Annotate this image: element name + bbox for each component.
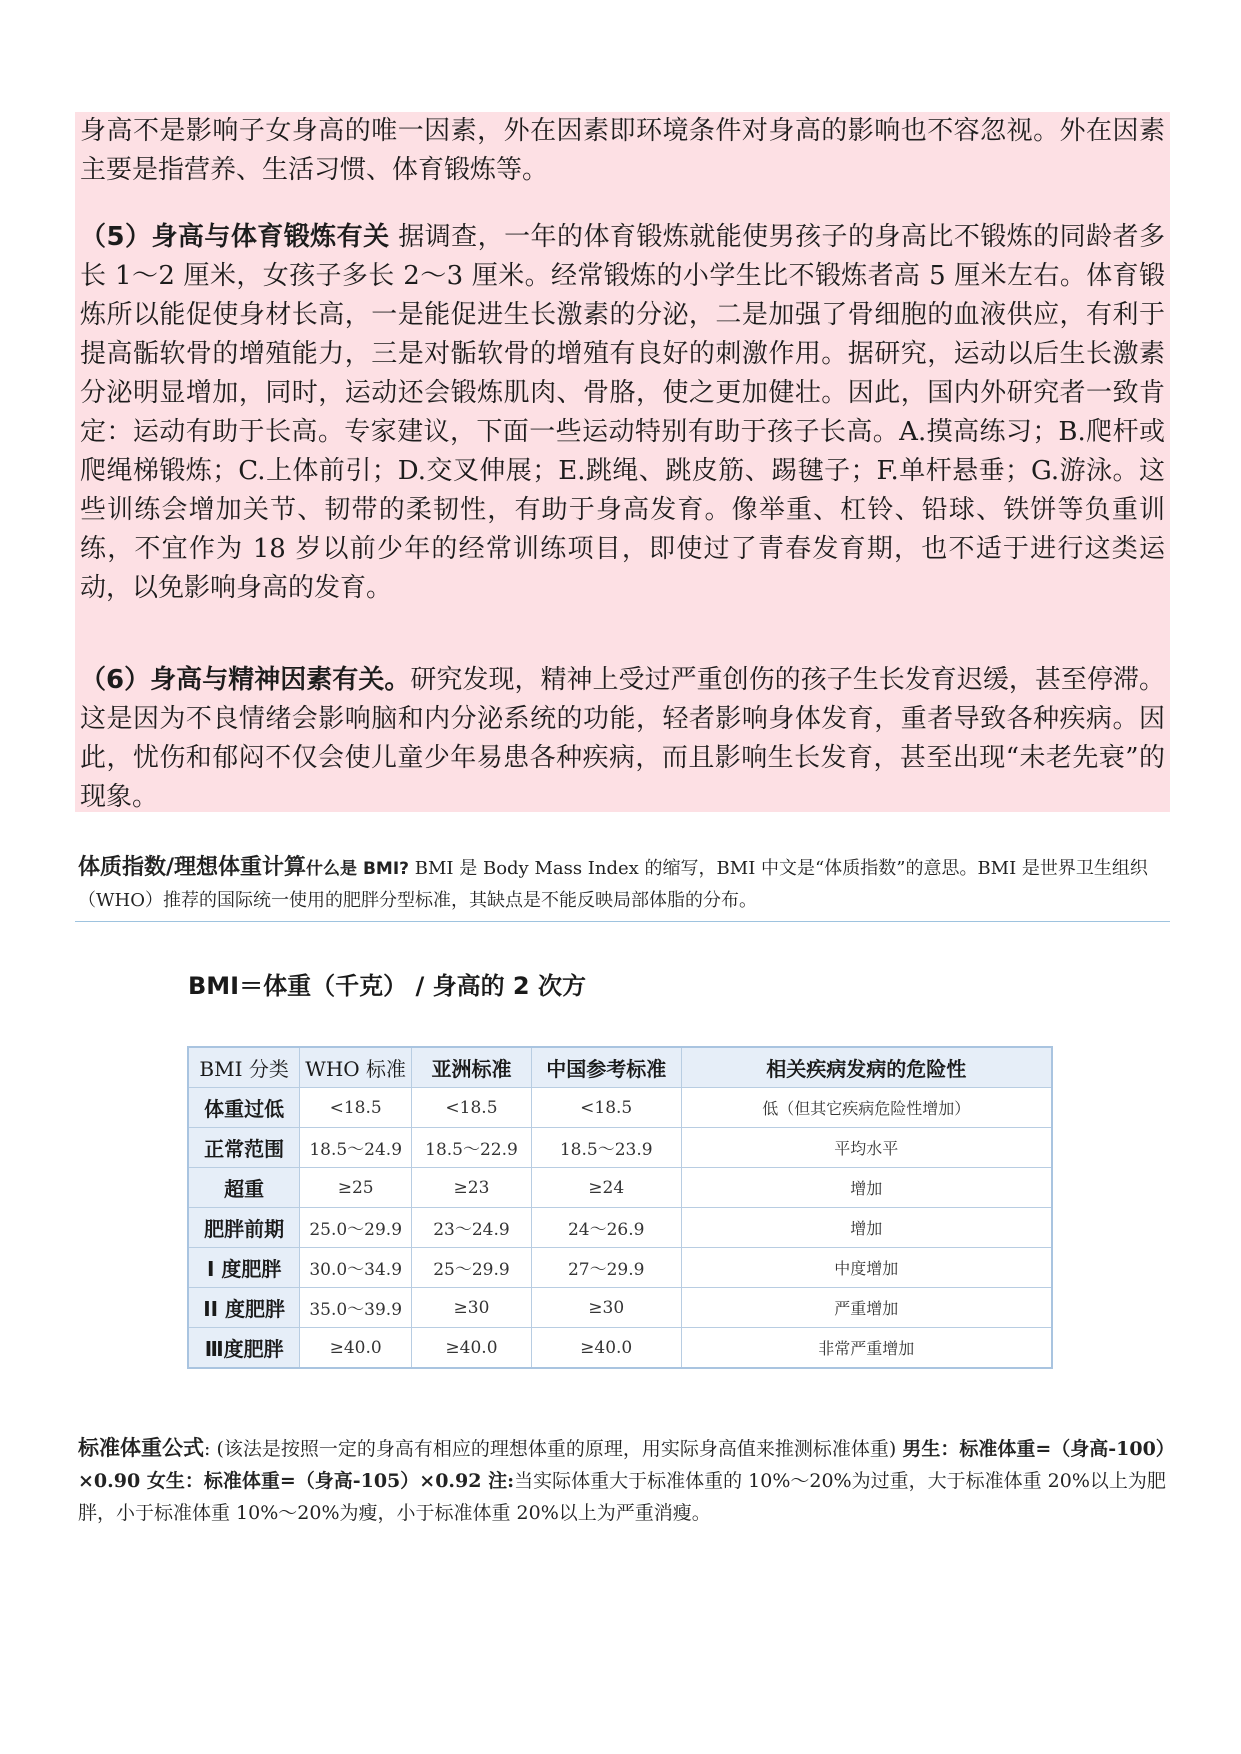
table-cell: ≥25 xyxy=(300,1168,412,1208)
standard-weight-paragraph xyxy=(78,1432,1168,1529)
table-row-label: 正常范围 xyxy=(188,1128,300,1168)
table-row xyxy=(188,1248,1052,1288)
section-6-paragraph xyxy=(80,661,1165,817)
table-header-cell: 中国参考标准 xyxy=(531,1047,681,1088)
table-cell: ≥40.0 xyxy=(531,1328,681,1369)
bmi-table xyxy=(187,1046,1053,1369)
intro-text: 身高不是影响子女身高的唯一因素，外在因素即环境条件对身高的影响也不容忽视。外在因素主要是指营养、生活习惯、体育锻炼等。 xyxy=(80,116,1165,185)
section-5-paragraph xyxy=(80,218,1165,608)
table-cell: 25.0～29.9 xyxy=(300,1208,412,1248)
section-5-body: 据调查，一年的体育锻炼就能使男孩子的身高比不锻炼的同龄者多长 1～2 厘米，女孩子多长 2～3 厘米。经常锻炼的小学生比不锻炼者高 5 厘米左右。体育锻炼所以能促使身材长高，一是能促进生长激素的分泌，二是加强了骨细胞的血液供应，有利于提高骺软骨的增殖能力，三是对骺软骨的增殖有良好的刺激作用。据研究，运动以后生长激素分泌明显增加，同时，运动还会锻炼肌肉、骨胳，使之更加健壮。因此，国内外研究者一致肯定：运动有助于长高。专家建议，下面一些运动特别有助于孩子长高。A.摸高练习；B.爬杆或爬绳梯锻炼；C.上体前引；D.交叉伸展；E.跳绳、跳皮筋、踢毽子；F.单杆悬垂；G.游泳。这些训练会增加关节、韧带的柔韧性，有助于身高发育。像举重、杠铃、铅球、铁饼等负重训练，不宜作为 18 岁以前少年的经常训练项目，即使过了青春发育期，也不适于进行这类运动，以免影响身高的发育。 xyxy=(80,222,1165,603)
table-cell: ≥23 xyxy=(412,1168,532,1208)
table-cell: 35.0～39.9 xyxy=(300,1288,412,1328)
female-formula: 女生：标准体重=（身高-105）×0.92 xyxy=(146,1470,489,1492)
table-cell: 23～24.9 xyxy=(412,1208,532,1248)
table-cell: 18.5～23.9 xyxy=(531,1128,681,1168)
table-cell: ≥30 xyxy=(412,1288,532,1328)
standard-weight-title: 标准体重公式 xyxy=(78,1436,204,1460)
table-cell: 非常严重增加 xyxy=(681,1328,1052,1369)
table-cell: 中度增加 xyxy=(681,1248,1052,1288)
table-header-row xyxy=(188,1047,1052,1088)
bmi-formula: BMI＝体重（千克） / 身高的 2 次方 xyxy=(188,972,586,1000)
standard-weight-explain: (该法是按照一定的身高有相应的理想体重的原理，用实际身高值来推测标准体重) xyxy=(216,1438,903,1460)
table-cell: ≥40.0 xyxy=(300,1328,412,1369)
table-cell: <18.5 xyxy=(300,1088,412,1128)
note-label: 注: xyxy=(488,1470,515,1492)
table-row xyxy=(188,1288,1052,1328)
table-row-label: II 度肥胖 xyxy=(188,1288,300,1328)
table-row xyxy=(188,1328,1052,1369)
table-header-cell: WHO 标准 xyxy=(300,1047,412,1088)
male-formula: 男生：标准体重=（身高-100）×0.90 xyxy=(78,1438,1166,1492)
table-cell: 24～26.9 xyxy=(531,1208,681,1248)
table-row-label: Ⅲ度肥胖 xyxy=(188,1328,300,1369)
standard-weight-colon: : xyxy=(204,1438,217,1460)
table-cell: 18.5～22.9 xyxy=(412,1128,532,1168)
table-header-cell: 相关疾病发病的危险性 xyxy=(681,1047,1052,1088)
table-row-label: I 度肥胖 xyxy=(188,1248,300,1288)
table-row xyxy=(188,1208,1052,1248)
section-5-heading: （5）身高与体育锻炼有关 xyxy=(80,222,390,252)
table-cell: <18.5 xyxy=(531,1088,681,1128)
section-6-body: 研究发现，精神上受过严重创伤的孩子生长发育迟缓，甚至停滞。这是因为不良情绪会影响脑和内分泌系统的功能，轻者影响身体发育，重者导致各种疾病。因此，忧伤和郁闷不仅会使儿童少年易患各种疾病，而且影响生长发育，甚至出现“未老先衰”的现象。 xyxy=(80,665,1165,812)
bmi-intro-title: 体质指数/理想体重计算 xyxy=(78,855,307,880)
table-cell: 增加 xyxy=(681,1168,1052,1208)
bmi-intro-text: BMI 是 Body Mass Index 的缩写，BMI 中文是“体质指数”的意思。BMI 是世界卫生组织（WHO）推荐的国际统一使用的肥胖分型标准，其缺点是不能反映局部体脂的分布。 xyxy=(78,858,1148,911)
intro-paragraph xyxy=(80,112,1165,190)
section-6-heading: （6）身高与精神因素有关。 xyxy=(80,665,411,695)
table-cell: 低（但其它疾病危险性增加） xyxy=(681,1088,1052,1128)
table-cell: ≥40.0 xyxy=(412,1328,532,1369)
bmi-intro xyxy=(78,852,1168,917)
table-row-label: 超重 xyxy=(188,1168,300,1208)
table-cell: 平均水平 xyxy=(681,1128,1052,1168)
table-cell: 25～29.9 xyxy=(412,1248,532,1288)
table-cell: ≥30 xyxy=(531,1288,681,1328)
table-cell: 30.0～34.9 xyxy=(300,1248,412,1288)
table-header-cell: 亚洲标准 xyxy=(412,1047,532,1088)
table-header-cell: BMI 分类 xyxy=(188,1047,300,1088)
table-cell: 27～29.9 xyxy=(531,1248,681,1288)
table-row-label: 肥胖前期 xyxy=(188,1208,300,1248)
table-row xyxy=(188,1128,1052,1168)
table-cell: ≥24 xyxy=(531,1168,681,1208)
table-row-label: 体重过低 xyxy=(188,1088,300,1128)
bmi-intro-question: 什么是 BMI? xyxy=(306,859,410,879)
table-cell: 严重增加 xyxy=(681,1288,1052,1328)
table-cell: 18.5～24.9 xyxy=(300,1128,412,1168)
table-row xyxy=(188,1088,1052,1128)
table-cell: 增加 xyxy=(681,1208,1052,1248)
divider-line xyxy=(75,921,1170,922)
table-row xyxy=(188,1168,1052,1208)
note-text: 当实际体重大于标准体重的 10%～20%为过重，大于标准体重 20%以上为肥胖，小于标准体重 10%～20%为瘦，小于标准体重 20%以上为严重消瘦。 xyxy=(78,1470,1166,1524)
table-cell: <18.5 xyxy=(412,1088,532,1128)
